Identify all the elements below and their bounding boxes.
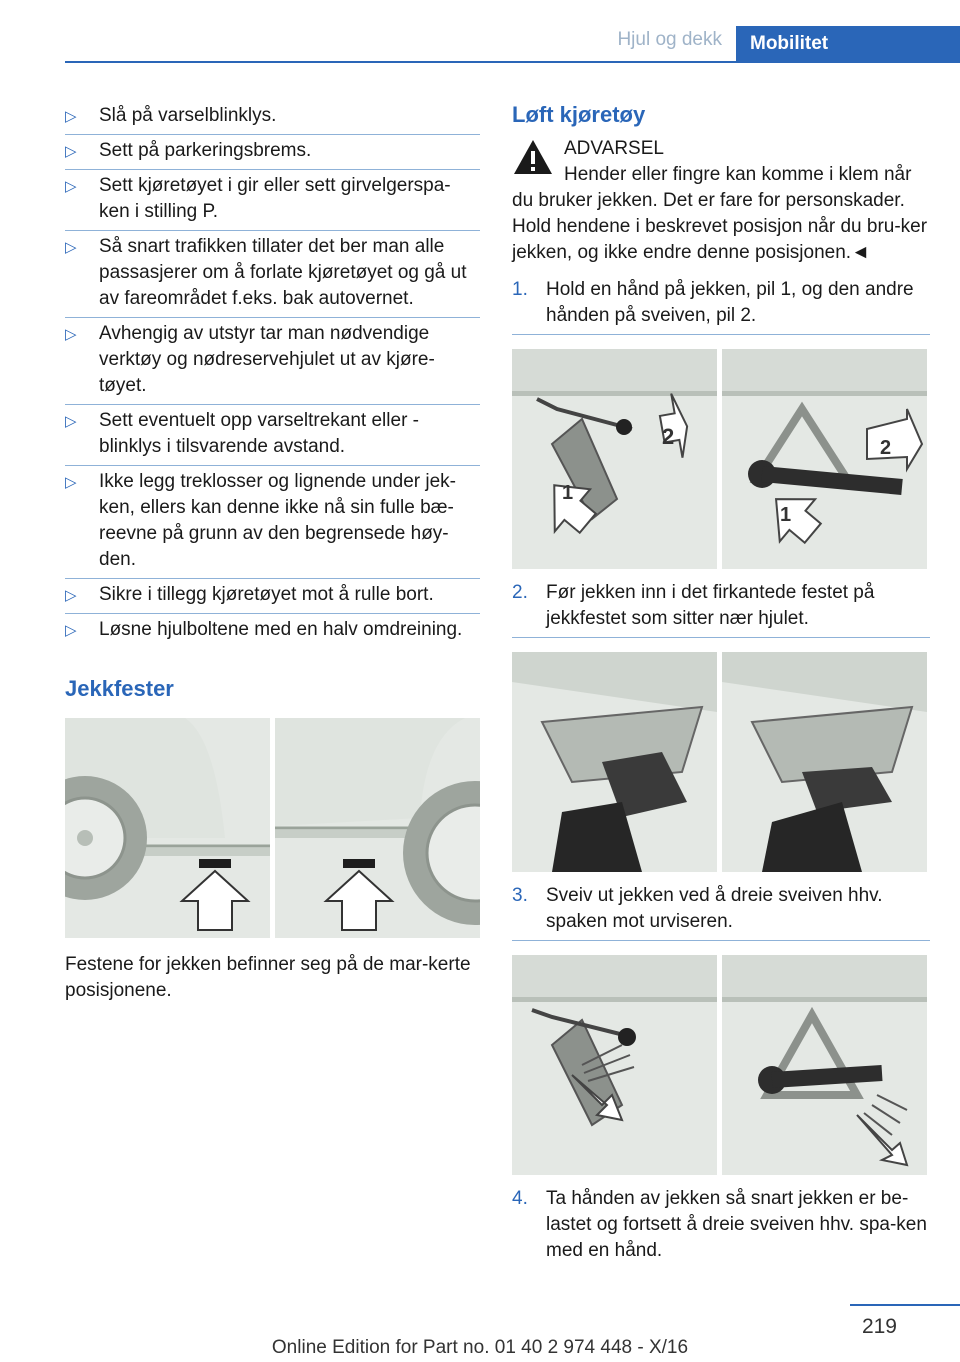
figure-caption: Festene for jekken befinner seg på de mar-kerte posisjonene. (65, 954, 471, 1001)
lift-steps-list-2 (512, 577, 930, 638)
footer-rule (850, 1304, 960, 1306)
arrow-label-1b: 1 (780, 504, 792, 526)
list-item: ▷ Løsne hjulboltene med en halv omdreining. (65, 614, 480, 648)
list-item: ▷ Sett eventuelt opp varseltrekant eller -blinklys i tilsvarende avstand. (65, 405, 480, 466)
list-item: 3. Sveiv ut jekken ved å dreie sveiven hhv. spaken mot urviseren. (512, 880, 930, 941)
arrow-label-1: 1 (562, 482, 574, 504)
list-item: ▷ Ikke legg treklosser og lignende under jek-ken, ellers kan denne ikke nå sin fulle bæ-reevne på grunn av den begrensede høy-den. (65, 466, 480, 579)
crank-jack-illustration (512, 955, 927, 1175)
lift-steps-list-3 (512, 880, 930, 941)
arrow-label-2: 2 (662, 424, 675, 449)
crank-jack-image (512, 955, 927, 1175)
left-column (65, 100, 480, 1004)
list-item: 4. Ta hånden av jekken så snart jekken er be-lastet og fortsett å dreie sveiven hhv. spa-ken med en hånd. (512, 1188, 927, 1261)
insert-jack-image (512, 652, 927, 872)
section-heading-lift-vehicle: Løft kjøretøy (512, 102, 646, 127)
jack-points-illustration (65, 718, 480, 938)
page-number: 219 (861, 1315, 897, 1338)
triangle-bullet-icon: ▷ (65, 587, 77, 604)
list-item: 1. Hold en hånd på jekken, pil 1, og den andre hånden på sveiven, pil 2. (512, 274, 930, 335)
list-item: 2. Før jekken inn i det firkantede festet på jekkfestet som sitter nær hjulet. (512, 577, 930, 638)
hold-jack-image (512, 349, 927, 569)
lift-steps-list (512, 274, 930, 335)
triangle-bullet-icon: ▷ (65, 413, 77, 430)
triangle-bullet-icon: ▷ (65, 108, 77, 125)
car-sill-jack-points-image (65, 718, 480, 938)
page-footer (0, 1300, 960, 1362)
preparation-list (65, 100, 480, 648)
hold-jack-illustration (512, 349, 927, 569)
list-item: ▷ Slå på varselblinklys. (65, 100, 480, 135)
triangle-bullet-icon: ▷ (65, 326, 77, 343)
list-item: ▷ Sett på parkeringsbrems. (65, 135, 480, 170)
list-item: ▷ Sett kjøretøyet i gir eller sett girvelgerspa-ken i stilling P. (65, 170, 480, 231)
triangle-bullet-icon: ▷ (65, 178, 77, 195)
triangle-bullet-icon: ▷ (65, 143, 77, 160)
list-item: ▷ Avhengig av utstyr tar man nødvendige verktøy og nødreservehjulet ut av kjøre-tøyet. (65, 318, 480, 405)
right-column (512, 100, 930, 1269)
triangle-bullet-icon: ▷ (65, 474, 77, 491)
insert-jack-illustration (512, 652, 927, 872)
section-heading-jack-points: Jekkfester (65, 676, 174, 701)
list-item: ▷ Sikre i tillegg kjøretøyet mot å rulle bort. (65, 579, 480, 614)
lift-steps-list-4 (512, 1183, 930, 1269)
warning-triangle-icon (512, 138, 554, 176)
warning-text: Hender eller fingre kan komme i klem når du bruker jekken. Det er fare for personskader. Hold hendene i beskrevet posisjon når du bru-ker jekken, og ikke endre denne posisjonen.◄ (512, 164, 928, 263)
warning-title: ADVARSEL (564, 138, 664, 159)
section-tab[interactable]: Hjul og dekk (617, 29, 722, 50)
page-header (65, 26, 960, 63)
arrow-label-2b: 2 (880, 437, 892, 459)
warning-block (512, 136, 930, 266)
edition-text: Online Edition for Part no. 01 40 2 974 448 - X/16 (271, 1337, 689, 1358)
triangle-bullet-icon: ▷ (65, 239, 77, 256)
chapter-tab[interactable]: Mobilitet (736, 26, 960, 61)
list-item: ▷ Så snart trafikken tillater det ber man alle passasjerer om å forlate kjøretøyet og gå ut av fareområdet f.eks. bak autovernet. (65, 231, 480, 318)
triangle-bullet-icon: ▷ (65, 622, 77, 639)
